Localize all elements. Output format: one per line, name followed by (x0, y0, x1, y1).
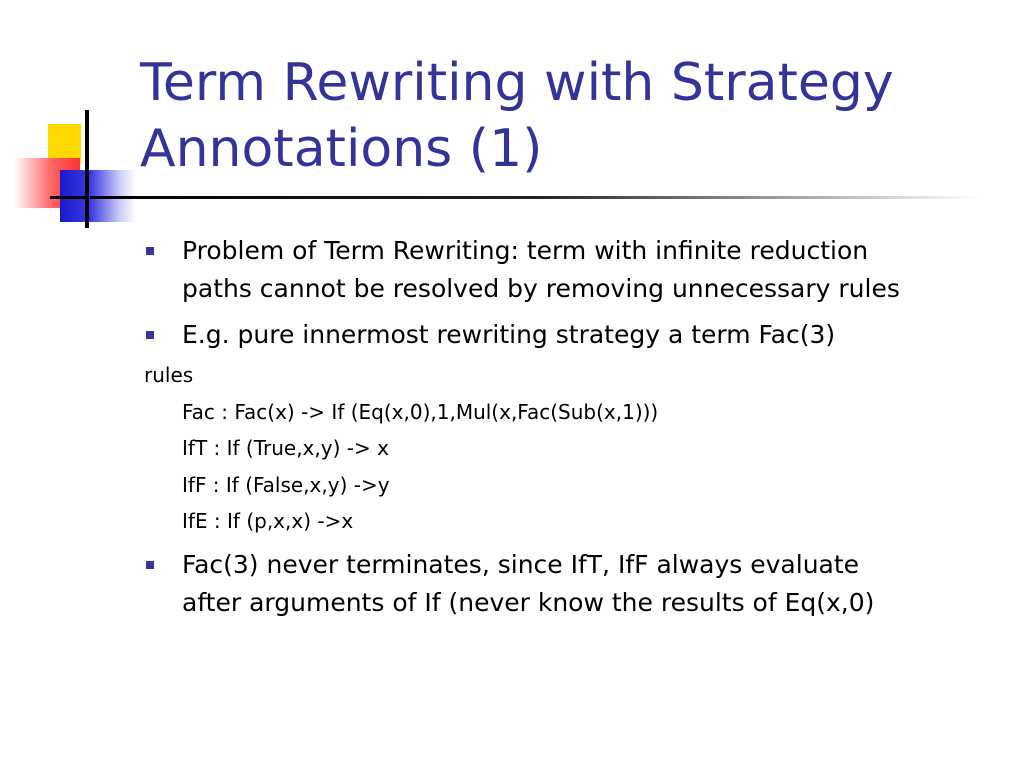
bullet-text-line: Problem of Term Rewriting: term with infinite reduction (182, 236, 869, 265)
bullet-square-icon (146, 247, 154, 255)
slide-title-line-1: Term Rewriting with Strategy (140, 53, 894, 113)
bullet-text-line: paths cannot be resolved by removing unnecessary rules (182, 274, 900, 303)
bullet-text-line: E.g. pure innermost rewriting strategy a term Fac(3) (182, 320, 836, 349)
rules-label: rules (144, 363, 194, 387)
rule-line: IfF : If (False,x,y) ->y (182, 473, 390, 497)
bullet-item (182, 316, 982, 354)
bullet-item (182, 546, 982, 622)
bullet-square-icon (146, 561, 154, 569)
slide-title-line-2: Annotations (1) (140, 119, 543, 179)
rule-line: Fac : Fac(x) -> If (Eq(x,0),1,Mul(x,Fac(Sub(x,1))) (182, 400, 659, 424)
bullet-square-icon (146, 331, 154, 339)
bullet-item (182, 232, 982, 308)
rule-line: IfT : If (True,x,y) -> x (182, 436, 389, 460)
rule-line: IfE : If (p,x,x) ->x (182, 509, 354, 533)
bullet-text-line: Fac(3) never terminates, since IfT, IfF always evaluate (182, 550, 860, 579)
bullet-text-line: after arguments of If (never know the results of Eq(x,0) (182, 588, 875, 617)
